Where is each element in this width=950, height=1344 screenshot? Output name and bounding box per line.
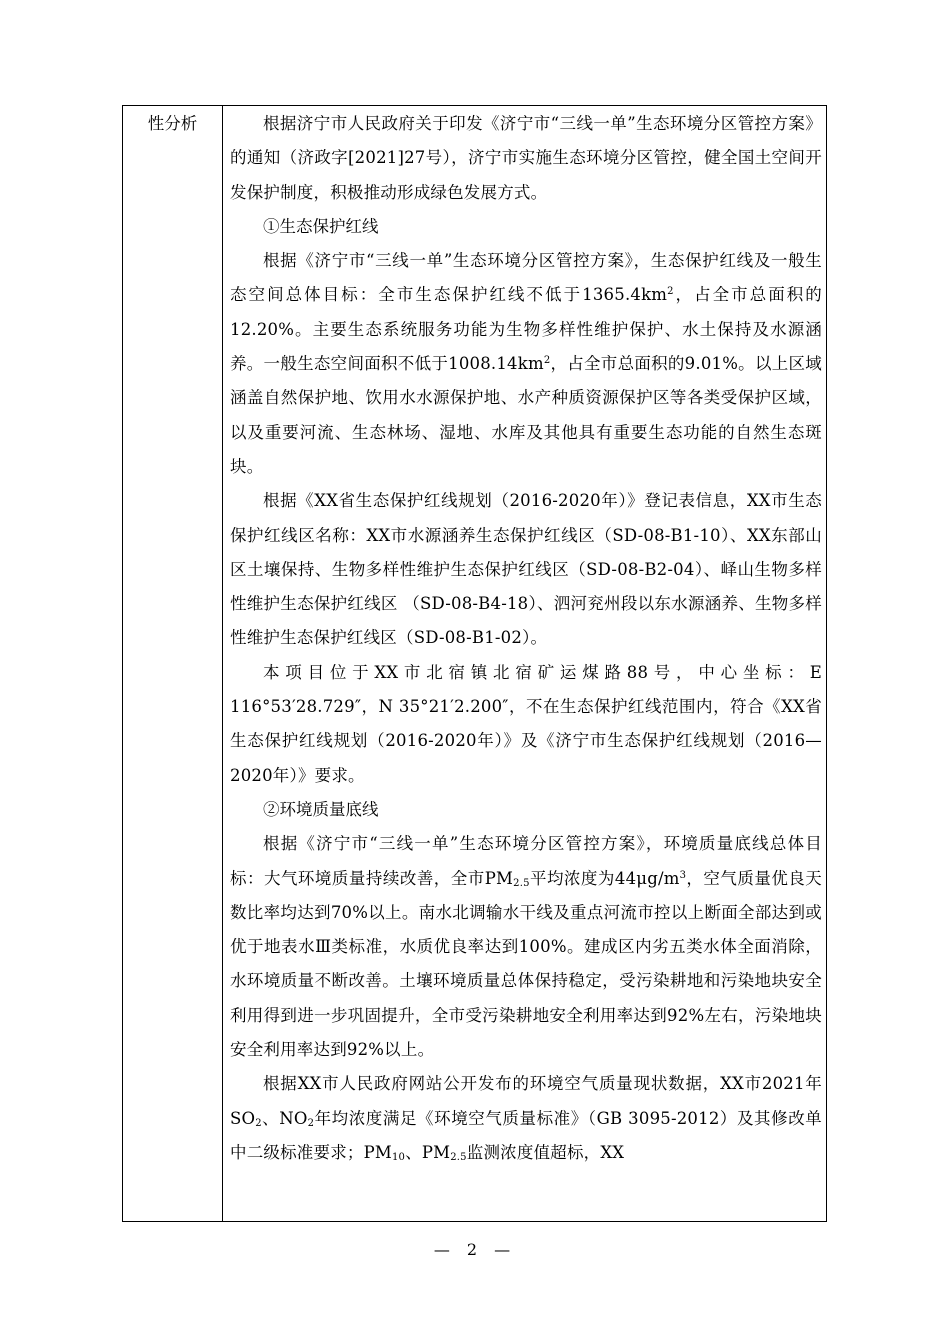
- paragraph-red-line-targets: 根据《济宁市“三线一单”生态环境分区管控方案》，生态保护红线及一般生态空间总体目标：全市生态保护红线不低于$1365.4km^2$，占全市总面积的12.20%。主要生态系统服务功能为生物多样性维护保护、水土保持及水源涵养。一般生态空间面积不低于$1008.14km^2$，占全市总面积的9.01%。以上区域涵盖自然保护地、饮用水水源保护地、水产种质资源保护区等各类受保护区域，以及重要河流、生态林场、湿地、水库及其他具有重要生态功能的自然生态斑块。: [230, 251, 822, 476]
- column-divider: [222, 106, 223, 1221]
- row-label: 性分析: [147, 114, 198, 133]
- page-number: — 2 —: [433, 1240, 517, 1259]
- analysis-table: [122, 105, 827, 1222]
- paragraph-project-location: 本项目位于XX市北宿镇北宿矿运煤路88号，中心坐标：E 116°53′28.729″，N 35°21′2.200″，不在生态保护红线范围内，符合《XX省生态保护红线规划（2016-2020年）》及《济宁市生态保护红线规划（2016—2020年）》要求。: [230, 662, 822, 785]
- heading-environment-quality: ②环境质量底线: [263, 799, 379, 819]
- paragraph-air-quality-data: 根据XX市人民政府网站公开发布的环境空气质量现状数据，XX市2021年$SO_2$、$NO_2$年均浓度满足《环境空气质量标准》（GB 3095-2012）及其修改单中二级标准要求；$PM_{10}$、$PM_{2.5}$监测浓度值超标，XX: [230, 1074, 822, 1163]
- content-cell: [230, 107, 822, 1170]
- paragraph-red-line-areas: 根据《XX省生态保护红线规划（2016-2020年）》登记表信息，XX市生态保护红线区名称：XX市水源涵养生态保护红线区（SD-08-B1-10）、XX东部山区土壤保持、生物多样性维护生态保护红线区（SD-08-B2-04）、峄山生物多样性维护生态保护红线区 （SD-08-B4-18）、泗河兖州段以东水源涵养、生物多样性维护生态保护红线区（SD-08-B1-02）。: [230, 491, 822, 648]
- paragraph-intro: 根据济宁市人民政府关于印发《济宁市“三线一单”生态环境分区管控方案》的通知（济政字[2021]27号），济宁市实施生态环境分区管控，健全国土空间开发保护制度，积极推动形成绿色发展方式。: [230, 114, 822, 202]
- heading-ecological-red-line: ①生态保护红线: [263, 216, 379, 236]
- paragraph-quality-targets: 根据《济宁市“三线一单”生态环境分区管控方案》，环境质量底线总体目标：大气环境质量持续改善，全市$PM_{2.5}$平均浓度为$44\mu g/m^3$，空气质量优良天数比率均达到70%以上。南水北调输水干线及重点河流市控以上断面全部达到或优于地表水Ⅲ类标准，水质优良率达到100%。建成区内劣五类水体全面消除，水环境质量不断改善。土壤环境质量总体保持稳定，受污染耕地和污染地块安全利用得到进一步巩固提升，全市受污染耕地安全利用率达到92%左右，污染地块安全利用率达到92%以上。: [230, 834, 822, 1060]
